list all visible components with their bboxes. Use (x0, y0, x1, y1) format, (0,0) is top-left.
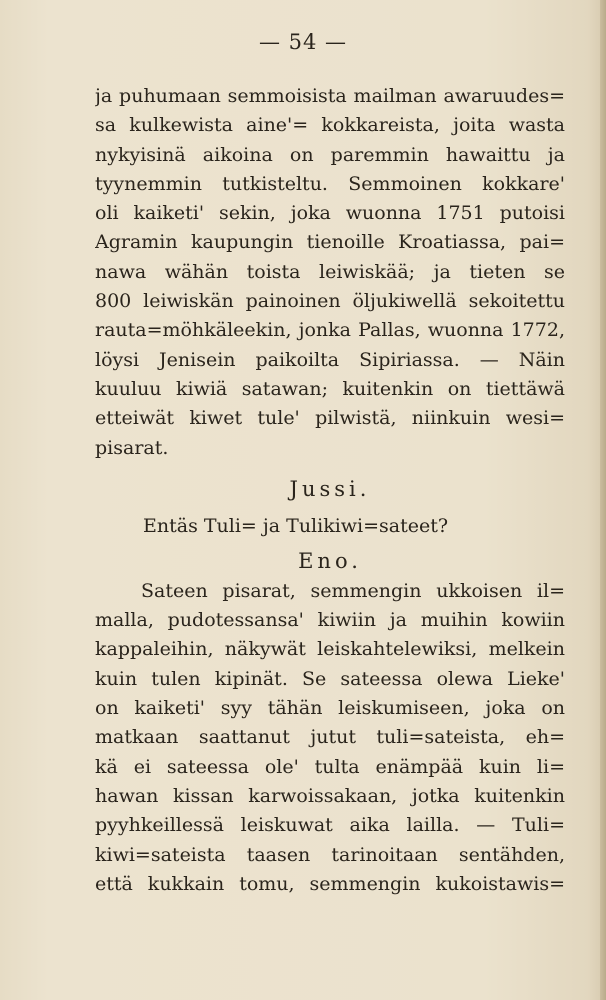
text-line: kä ei sateessa ole' tulta enämpää kuin li= (95, 755, 565, 778)
text-line: nykyisinä aikoina on paremmin hawaittu ja (95, 143, 565, 166)
body-text (95, 82, 565, 899)
text-line: hawan kissan karwoissakaan, jotka kuitenkin (95, 784, 565, 807)
speaker-heading: Jussi. (289, 476, 371, 501)
page-number: — 54 — (258, 30, 348, 54)
text-line: on kaiketi' syy tähän leiskumiseen, joka on (95, 697, 565, 720)
page-edge (600, 0, 606, 1000)
text-line: oli kaiketi' sekin, joka wuonna 1751 putoisi (95, 202, 565, 225)
question-line: Entäs Tuli= ja Tulikiwi=sateet? (143, 514, 449, 537)
text-line: pisarat. (95, 436, 169, 459)
text-line: ja puhumaan semmoisista mailman awaruudes= (95, 85, 565, 107)
text-line: 800 leiwiskän painoinen öljukiwellä sekoitettu (95, 290, 565, 313)
text-line: nawa wähän toista leiwiskää; ja tieten se (95, 260, 565, 283)
text-line: kuuluu kiwiä satawan; kuitenkin on tiettäwä (95, 377, 565, 400)
text-line: matkaan saattanut jutut tuli=sateista, eh= (95, 726, 565, 749)
text-line: kappaleihin, näkywät leiskahtelewiksi, melkein (95, 638, 565, 661)
speaker-heading: Eno. (298, 548, 362, 573)
text-line: kiwi=sateista taasen tarinoitaan sentähden, (95, 843, 565, 866)
text-line: sa kulkewista aine'= kokkareista, joita wasta (95, 114, 565, 137)
text-line: Sateen pisarat, semmengin ukkoisen il= (141, 579, 565, 602)
text-line: malla, pudotessansa' kiwiin ja muihin kowiin (95, 609, 565, 632)
text-line: tyynemmin tutkisteltu. Semmoinen kokkare' (95, 172, 565, 195)
text-line: että kukkain tomu, semmengin kukoistawis= (95, 872, 565, 895)
text-line: pyyhkeillessä leiskuwat aika lailla. — Tuli= (95, 814, 565, 837)
text-line: löysi Jenisein paikoilta Sipiriassa. — Näin (95, 348, 565, 371)
text-line: etteiwät kiwet tule' pilwistä, niinkuin wesi= (95, 407, 565, 430)
text-line: Agramin kaupungin tienoille Kroatiassa, pai= (95, 231, 565, 254)
text-line: rauta=möhkäleekin, jonka Pallas, wuonna 1772, (95, 319, 565, 342)
text-line: kuin tulen kipinät. Se sateessa olewa Lieke' (95, 667, 565, 690)
